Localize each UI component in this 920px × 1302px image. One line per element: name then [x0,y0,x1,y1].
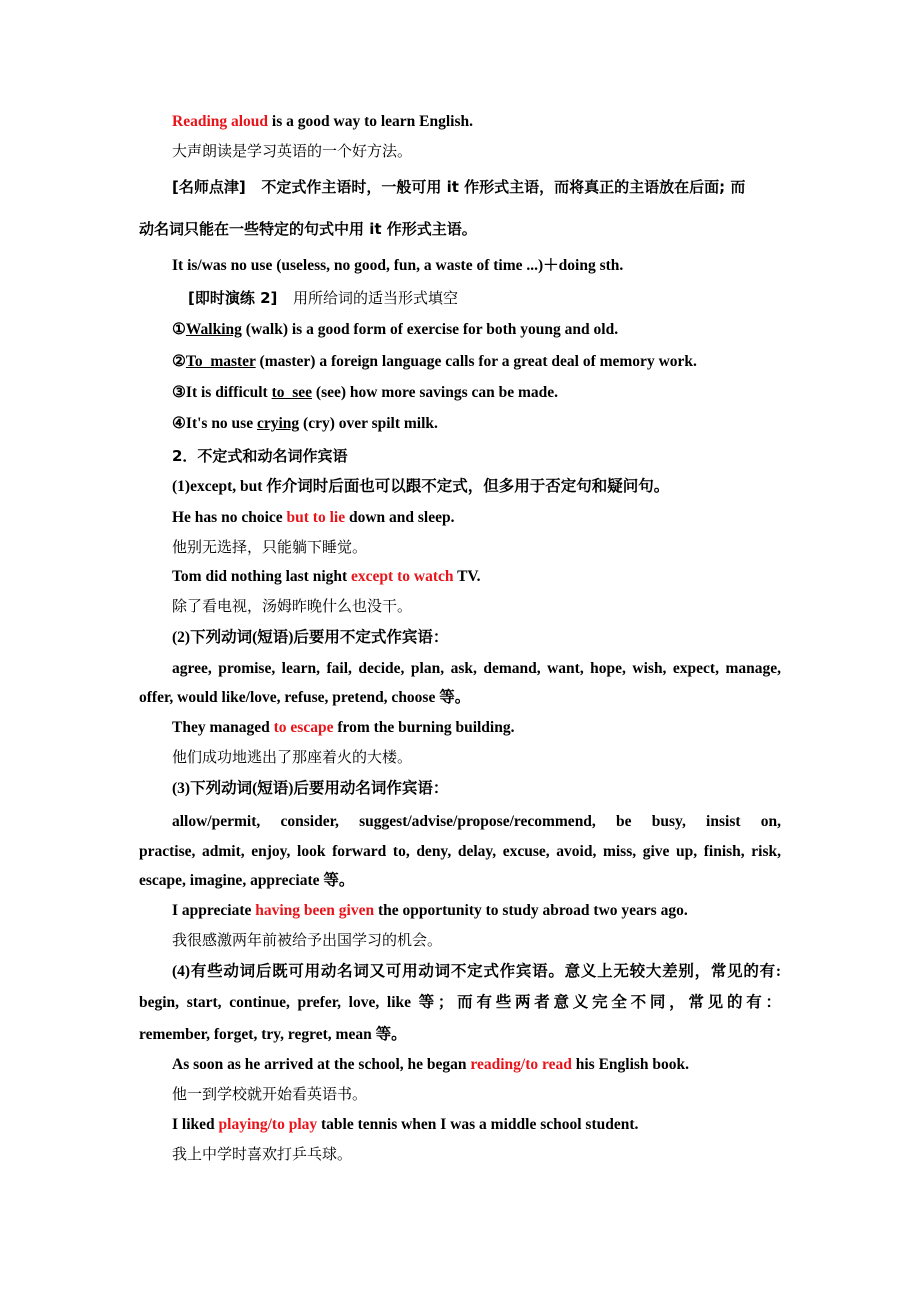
tip-text: 不定式作主语时，一般可用 it 作形式主语，而将真正的主语放在后面; 而 [261,178,746,196]
translation: 大声朗读是学习英语的一个好方法。 [172,142,413,160]
translation: 我很感激两年前被给予出国学习的机会。 [172,931,443,949]
verb-list-line: practise, admit, enjoy, look forward to, deny, delay, excuse, avoid, miss, give up, finish, risk, [139,843,781,860]
drill-tag: [即时演练 2] [188,289,278,307]
verb-list-line: escape, imagine, appreciate 等。 [139,872,355,889]
sentence-text: I liked [172,1116,219,1133]
sentence-text: table tennis when I was a middle school student. [317,1116,639,1133]
sentence-pattern: It is/was no use (useless, no good, fun, a waste of time ...)＋doing sth. [172,257,624,274]
example-sentence [172,718,514,738]
drill-item-4 [172,414,438,434]
rule-3: (3)下列动词(短语)后要用动名词作宾语： [172,780,449,797]
highlight-text: reading/to read [470,1056,572,1073]
teacher-tip-line-2: 动名词只能在一些特定的句式中用 it 作形式主语。 [139,220,477,238]
verb-list-line: allow/permit, consider, suggest/advise/propose/recommend, be busy, insist on, [172,813,781,830]
answer-blank: to see [271,384,313,401]
item-suffix: (master) a foreign language calls for a great deal of memory work. [255,353,697,370]
drill-heading [188,288,458,308]
item-suffix: (cry) over spilt milk. [299,415,438,432]
highlight-text: except to watch [351,568,454,585]
drill-item-1 [172,320,618,340]
sentence-text: He has no choice [172,509,287,526]
sentence-text: the opportunity to study abroad two years ago. [374,902,688,919]
translation: 他一到学校就开始看英语书。 [172,1085,368,1103]
example-sentence [172,901,688,921]
sentence-text: Tom did nothing last night [172,568,352,585]
section-2-title: 2．不定式和动名词作宾语 [172,447,348,465]
translation: 除了看电视，汤姆昨晚什么也没干。 [172,597,413,615]
answer-blank: crying [256,415,300,432]
highlight-text: but to lie [286,509,346,526]
rule-4-line-2: begin, start, continue, prefer, love, like 等；而有些两者意义完全不同，常见的有： [139,994,781,1011]
sentence-text: his English book. [571,1056,690,1073]
sentence-text: I appreciate [172,902,256,919]
rule-4-line-3: remember, forget, try, regret, mean 等。 [139,1026,407,1043]
sentence-text: TV. [453,568,481,585]
tip-tag: [名师点津] [172,178,246,196]
translation: 他别无选择，只能躺下睡觉。 [172,538,368,556]
sentence-text: They managed [172,719,274,736]
verb-list-line: offer, would like/love, refuse, pretend, choose 等。 [139,689,471,706]
drill-item-2 [172,352,697,372]
sentence-text: is a good way to learn English. [268,113,474,130]
item-number: ① [172,321,186,338]
item-prefix: It is difficult [185,384,272,401]
highlight-text: having been given [255,902,375,919]
example-sentence-reading-aloud [172,112,473,132]
example-sentence [172,508,455,528]
item-suffix: (see) how more savings can be made. [312,384,559,401]
answer-blank: To master [185,353,256,370]
translation: 我上中学时喜欢打乒乓球。 [172,1145,353,1163]
rule-4-line-1: (4)有些动词后既可用动名词又可用动词不定式作宾语。意义上无较大差别，常见的有: [172,963,781,980]
example-sentence [172,1055,689,1075]
item-prefix: It's no use [185,415,257,432]
example-sentence [172,567,481,587]
teacher-tip-line-1 [172,177,745,197]
item-number: ④ [172,415,186,432]
item-suffix: (walk) is a good form of exercise for both young and old. [241,321,619,338]
translation: 他们成功地逃出了那座着火的大楼。 [172,748,413,766]
sentence-text: As soon as he arrived at the school, he began [172,1056,471,1073]
item-number: ③ [172,384,186,401]
item-number: ② [172,353,186,370]
example-sentence [172,1115,638,1135]
drill-item-3 [172,383,558,403]
drill-instruction: 用所给词的适当形式填空 [293,289,459,307]
sentence-text: from the burning building. [333,719,515,736]
highlight-text: Reading aloud [172,113,269,130]
sentence-text: down and sleep. [345,509,455,526]
highlight-text: playing/to play [218,1116,318,1133]
answer-blank: Walking [185,321,242,338]
verb-list-line: agree, promise, learn, fail, decide, plan, ask, demand, want, hope, wish, expect, manage, [172,660,781,677]
rule-2: (2)下列动词(短语)后要用不定式作宾语： [172,629,449,646]
highlight-text: to escape [273,719,334,736]
rule-1: (1)except, but 作介词时后面也可以跟不定式，但多用于否定句和疑问句。 [172,478,670,495]
